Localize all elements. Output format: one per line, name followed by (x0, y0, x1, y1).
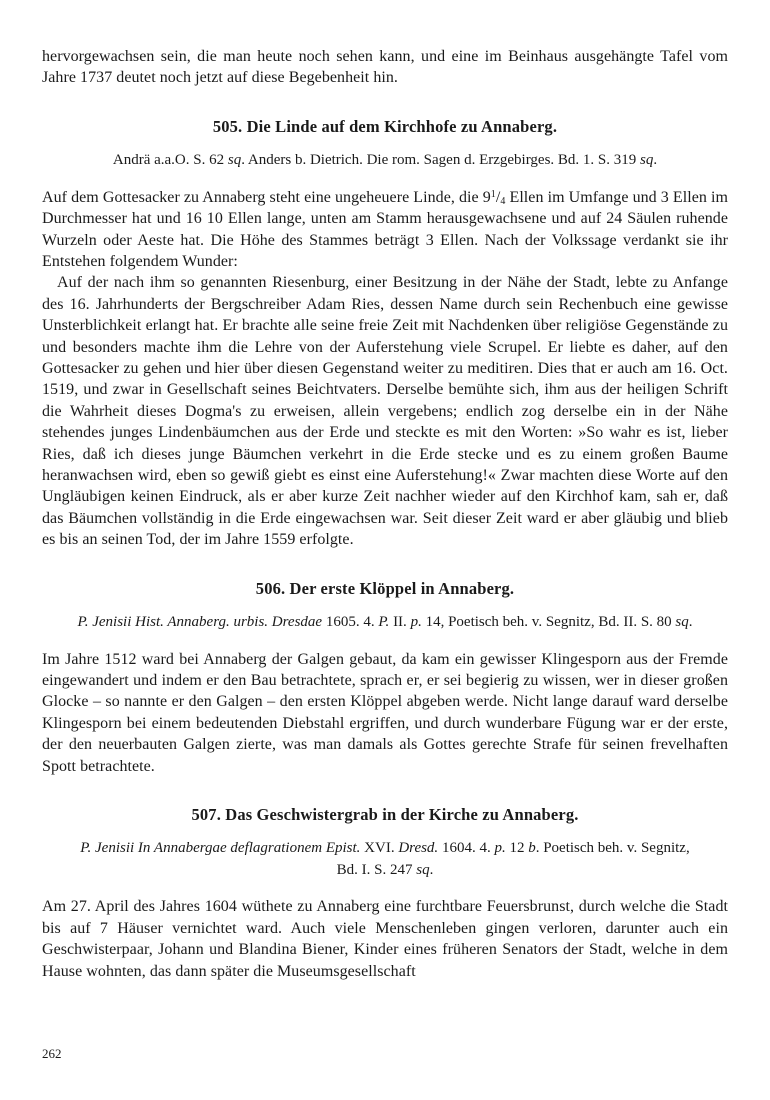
section-506-citation: P. Jenisii Hist. Annaberg. urbis. Dresdae 1605. 4. P. II. p. 14, Poetisch beh. v. Segnitz, Bd. II. S. 80 sq. (77, 614, 693, 631)
section-507-paragraph-1: Am 27. April des Jahres 1604 wüthete zu Annaberg eine furchtbare Feuersbrunst, durch welche die Stadt bis auf 7 Häuser vernichtet ward. Auch viele Menschenleben gingen verloren, darunter auch ein Geschwisterpaar, Johann und Blandina Biener, Kinder eines früheren Senators der Stadt, welche in dem Hause wohnten, das dann später die Museumsgesellschaft (42, 898, 728, 980)
section-507-heading: 507. Das Geschwistergrab in der Kirche zu Annaberg. (191, 804, 579, 824)
continuation-paragraph: hervorgewachsen sein, die man heute noch sehen kann, und eine im Beinhaus ausgehängte Tafel vom Jahre 1737 deutet noch jetzt auf diese Begebenheit hin. (42, 48, 728, 87)
page-content (42, 46, 728, 982)
section-505-citation: Andrä a.a.O. S. 62 sq. Anders b. Dietrich. Die rom. Sagen d. Erzgebirges. Bd. 1. S. 319 sq. (112, 152, 658, 169)
section-505-paragraph-1: Auf dem Gottesacker zu Annaberg steht eine ungeheuere Linde, die $9^1/_4$ Ellen im Umfange und 3 Ellen im Durchmesser hat und 16 10 Ellen lange, unten am Stamm herausgewachsene und auf 24 Säulen ruhende Wurzeln oder Aeste hat. Die Höhe des Stammes beträgt 3 Ellen. Nach der Volkssage verdankt sie ihr Entstehen folgendem Wunder: (42, 188, 728, 270)
section-505-paragraph-2: Auf der nach ihm so genannten Riesenburg, einer Besitzung in der Nähe der Stadt, lebte zu Anfange des 16. Jahrhunderts der Bergschreiber Adam Ries, dessen Name durch sein Rechenbuch eine gewisse Unsterblichkeit erlangt hat. Er brachte alle seine freie Zeit mit Nachdenken über religiöse Gegenstände zu und besonders machte ihm die Lehre von der Auferstehung viele Scrupel. Er liebte es daher, auf den Gottesacker zu gehen und hier über diesen Gegenstand weiter zu meditiren. Dies that er auch am 16. Oct. 1519, und zwar in Gesellschaft seines Beichtvaters. Derselbe bemühte sich, ihm aus der heiligen Schrift die Wahrheit dieses Dogma's zu erweisen, allein vergebens; endlich zog derselbe ein in der Nähe stehendes junges Lindenbäumchen aus der Erde und steckte es mit den Worten: »So wahr es ist, lieber Ries, daß ich dieses junge Bäumchen verkehrt in die Erde stecke und es zu einem großen Baume heranwachsen wird, eben so gewiß giebt es einst eine Auferstehung!« Zwar machten diese Worte auf den Ungläubigen keinen Eindruck, als er aber kurze Zeit nachher wieder auf den Kirchhof kam, sah er, daß das Bäumchen vollständig in die Erde eingewachsen war. Seit dieser Zeit ward er aber gläubig und blieb es bis an seinen Tod, der im Jahre 1559 erfolgte. (42, 274, 728, 549)
section-506-heading: 506. Der erste Klöppel in Annaberg. (255, 578, 515, 598)
section-505-heading: 505. Die Linde auf dem Kirchhofe zu Annaberg. (212, 116, 558, 136)
page-number: 262 (42, 1046, 62, 1061)
section-506-paragraph-1: Im Jahre 1512 ward bei Annaberg der Galgen gebaut, da kam ein gewisser Klingesporn aus der Fremde eingewandert und indem er den Bau betrachtete, sprach er, er sei begierig zu wissen, wer in dieser großen Glocke – so nannte er den Galgen – den ersten Klöppel abgeben werde. Nicht lange darauf ward derselbe Klingesporn bei einem bedeutenden Diebstahl ergriffen, und durch wunderbare Fügung war er der erste, der den neuerbauten Galgen zierte, was man damals als Gottes gerechte Strafe für seinen frevelhaften Spott betrachtete. (42, 650, 728, 775)
section-507-citation: P. Jenisii In Annabergae deflagrationem Epist. XVI. Dresd. 1604. 4. p. 12 b. Poetisch beh. v. Segnitz, Bd. I. S. 247 sq. (80, 840, 690, 878)
